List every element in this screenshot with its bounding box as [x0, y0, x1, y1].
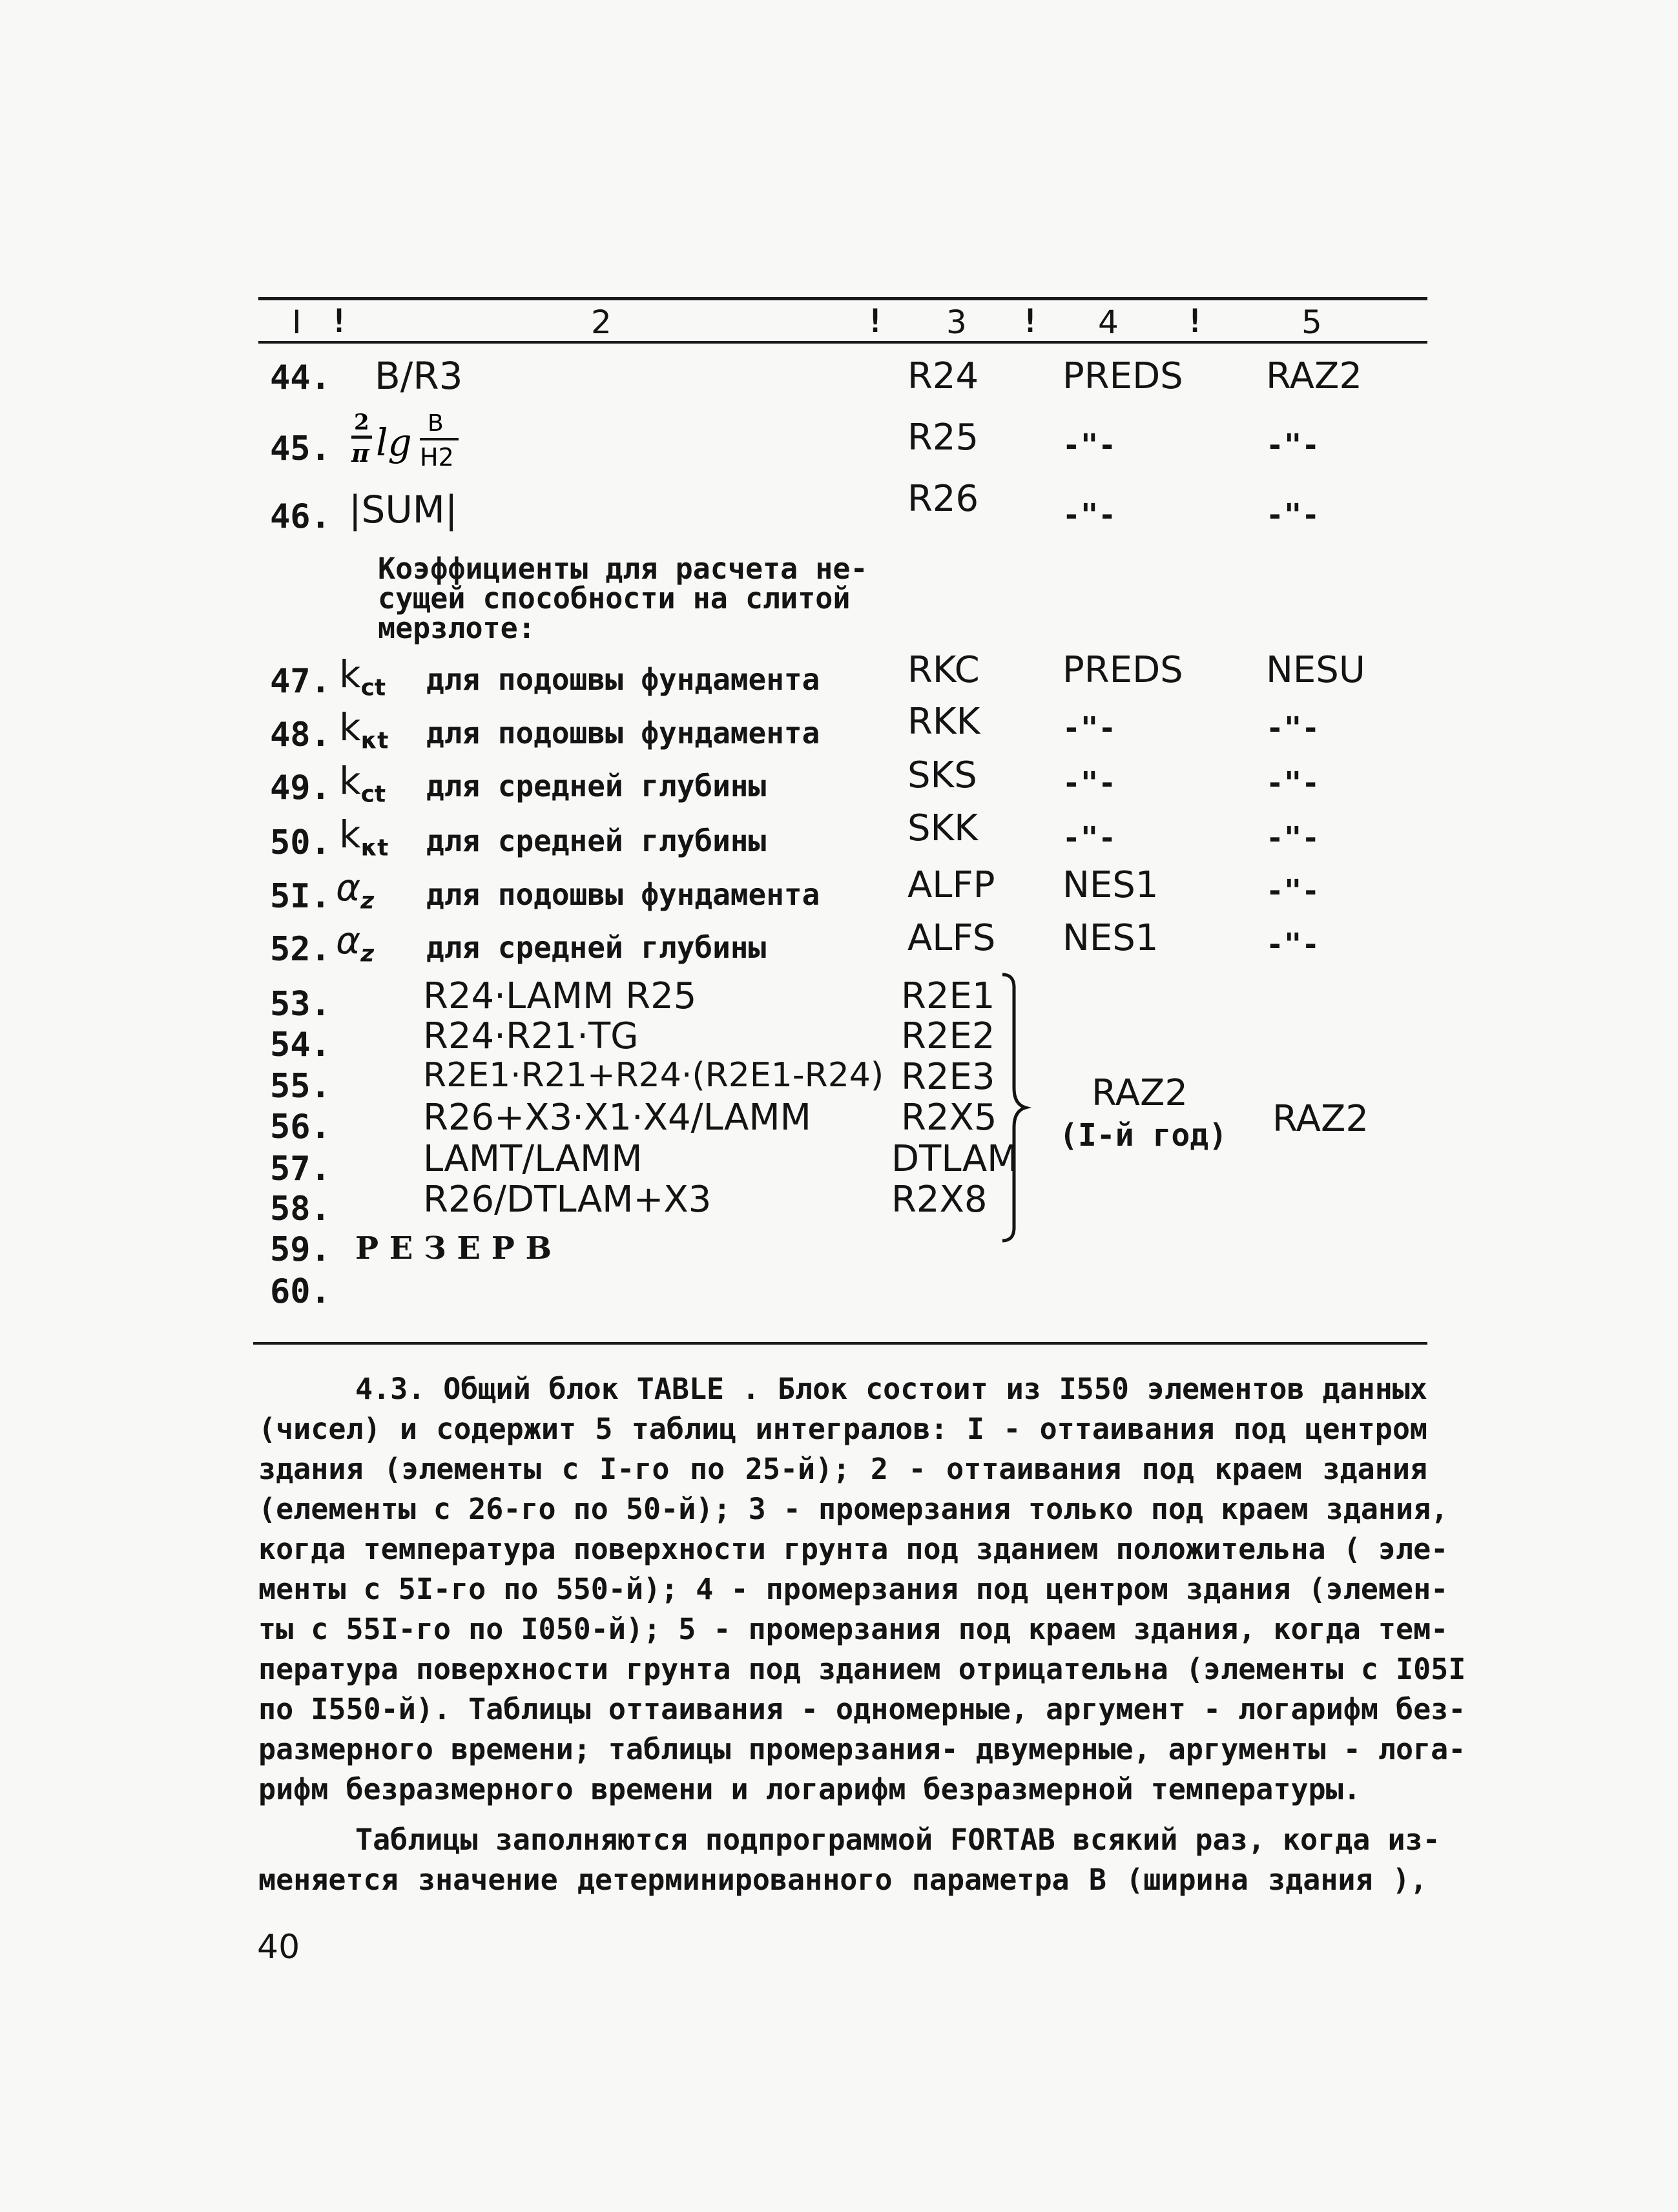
row-number: 57.: [270, 1150, 331, 1188]
row-symbol: $\alpha_z$: [336, 865, 375, 915]
group-col4-note: (I-й год): [1059, 1117, 1228, 1153]
row-col3: R2E3: [901, 1056, 995, 1098]
row-col3: ALFP: [907, 864, 995, 906]
header-col4: 4: [1098, 304, 1119, 341]
header-separator: !: [1020, 302, 1041, 340]
row-formula: R24·R21·TG: [423, 1015, 639, 1057]
row-formula: R2E1·R21+R24·(R2E1-R24): [423, 1056, 884, 1095]
row-col3: R2E2: [901, 1015, 995, 1057]
row-col3: RKK: [907, 701, 980, 743]
page-number: 40: [257, 1928, 300, 1967]
row-number: 54.: [270, 1026, 331, 1064]
row-symbol: |SUM|: [349, 488, 458, 532]
svg-text:lg: lg: [376, 420, 412, 464]
body-paragraph-2: Таблицы заполняются подпрограммой FORTAB всякий раз, когда из- меняется значение детерминированного параметра B (ширина здания ),: [258, 1823, 1440, 1897]
header-col2: 2: [591, 304, 612, 341]
row-col3: R2E1: [901, 975, 995, 1017]
group-col4-value: RAZ2: [1092, 1072, 1188, 1114]
header-col5: 5: [1301, 304, 1322, 341]
row-description: для средней глубины: [426, 930, 767, 965]
row-col3: DTLAM: [891, 1138, 1019, 1180]
section-heading: Коэффициенты для расчета не- сущей способности на слитой мерзлоте:: [378, 552, 868, 645]
row-col4: NES1: [1062, 864, 1159, 906]
row-col3: R2X5: [901, 1097, 997, 1139]
header-separator: !: [329, 302, 349, 340]
row-col5: -"-: [1266, 428, 1320, 462]
header-col1: I: [292, 304, 302, 341]
row-number: 59.: [270, 1230, 331, 1269]
row-col5: -"-: [1266, 820, 1320, 855]
row-col4: -"-: [1062, 820, 1117, 855]
table-header-rule: [258, 341, 1427, 344]
row-number: 45.: [270, 429, 331, 468]
row-col3: ALFS: [907, 917, 996, 959]
row-symbol: $\alpha_z$: [336, 918, 375, 967]
row-number: 48.: [270, 716, 331, 754]
row-symbol: $k_{ct}$: [339, 759, 386, 808]
row-number: 58.: [270, 1190, 331, 1228]
row-col3: R2X8: [891, 1179, 988, 1221]
svg-text:2: 2: [354, 409, 369, 435]
row-col3: R25: [907, 417, 979, 459]
header-separator: !: [865, 302, 886, 340]
row-col3: R24: [907, 355, 979, 397]
row-number: 47.: [270, 662, 331, 701]
row-number: 44.: [270, 358, 331, 397]
row-col5: NESU: [1266, 649, 1365, 691]
group-col5-value: RAZ2: [1272, 1098, 1369, 1140]
row-col5: -"-: [1266, 710, 1320, 745]
row-formula: LAMT/LAMM: [423, 1138, 643, 1180]
row-col5: -"-: [1266, 927, 1320, 962]
row-col3: R26: [907, 478, 979, 520]
row-formula: R26/DTLAM+X3: [423, 1179, 712, 1221]
row-description: для средней глубины: [426, 823, 767, 858]
row-col4: PREDS: [1062, 649, 1183, 691]
row-symbol: B/R3: [375, 354, 463, 398]
row-symbol: $k_{\kappa t}$: [339, 812, 389, 862]
row-number: 53.: [270, 985, 331, 1024]
row-col5: -"-: [1266, 497, 1320, 532]
table-bottom-rule: [253, 1342, 1427, 1345]
svg-text:H2: H2: [420, 443, 454, 471]
header-col3: 3: [946, 304, 967, 341]
row-col4: -"-: [1062, 765, 1117, 800]
row-number: 56.: [270, 1108, 331, 1146]
row-col4: PREDS: [1062, 355, 1183, 397]
row-number: 46.: [270, 497, 331, 536]
row-number: 49.: [270, 769, 331, 807]
table-top-rule: [258, 297, 1427, 300]
row-col3: RKC: [907, 649, 980, 691]
row-col5: RAZ2: [1266, 355, 1362, 397]
svg-text:π: π: [351, 439, 369, 468]
row-col5: -"-: [1266, 765, 1320, 800]
row-col4: -"-: [1062, 428, 1117, 462]
row-symbol: $k_{\kappa t}$: [339, 705, 389, 754]
group-brace: [1000, 972, 1032, 1243]
row-formula: R24·LAMM R25: [423, 975, 697, 1017]
row-description: для подошвы фундамента: [426, 662, 820, 697]
body-paragraph-1: 4.3. Общий блок TABLE . Блок состоит из I550 элементов данных (чисел) и содержит 5 таблиц интегралов: I - оттаивания под центром здания (элементы с I-го по 25-й); 2 - оттаивания под краем здания (елементы с 26-го по 50-й); 3 - промерзания только под краем здания, когда температура поверхности грунта под зданием положительна ( эле- менты с 5I-го по 550-й); 4 - промерзания под центром здания (элемен- ты с 55I-го по I050-й); 5 - промерзания под краем здания, когда тем- пература поверхности грунта под зданием отрицательна (элементы с I05I по I550-й). Таблицы оттаивания - одномерные, аргумент - логарифм без- размерного времени; таблицы промерзания- двумерные, аргументы - лога- рифм безразмерного времени и логарифм безразмерной температуры.: [258, 1372, 1466, 1806]
row-number: 5I.: [270, 877, 331, 916]
row-col5: -"-: [1266, 873, 1320, 908]
row-number: 60.: [270, 1272, 331, 1311]
row-formula: R26+X3·X1·X4/LAMM: [423, 1097, 811, 1139]
row-description: для подошвы фундамента: [426, 877, 820, 912]
row-description: для подошвы фундамента: [426, 716, 820, 750]
row-symbol: $k_{ct}$: [339, 652, 386, 701]
row-col4: -"-: [1062, 497, 1117, 532]
row-description: для средней глубины: [426, 769, 767, 803]
row-col3: SKK: [907, 807, 978, 849]
row-number: 50.: [270, 823, 331, 862]
row-number: 55.: [270, 1067, 331, 1106]
row-col3: SKS: [907, 754, 977, 796]
row-col4: -"-: [1062, 710, 1117, 745]
log-fraction-formula: [349, 404, 478, 481]
row-col4: NES1: [1062, 917, 1159, 959]
reserve-label: Р Е З Е Р В: [355, 1230, 552, 1266]
row-number: 52.: [270, 930, 331, 969]
header-separator: !: [1185, 302, 1205, 340]
svg-text:B: B: [428, 410, 444, 437]
